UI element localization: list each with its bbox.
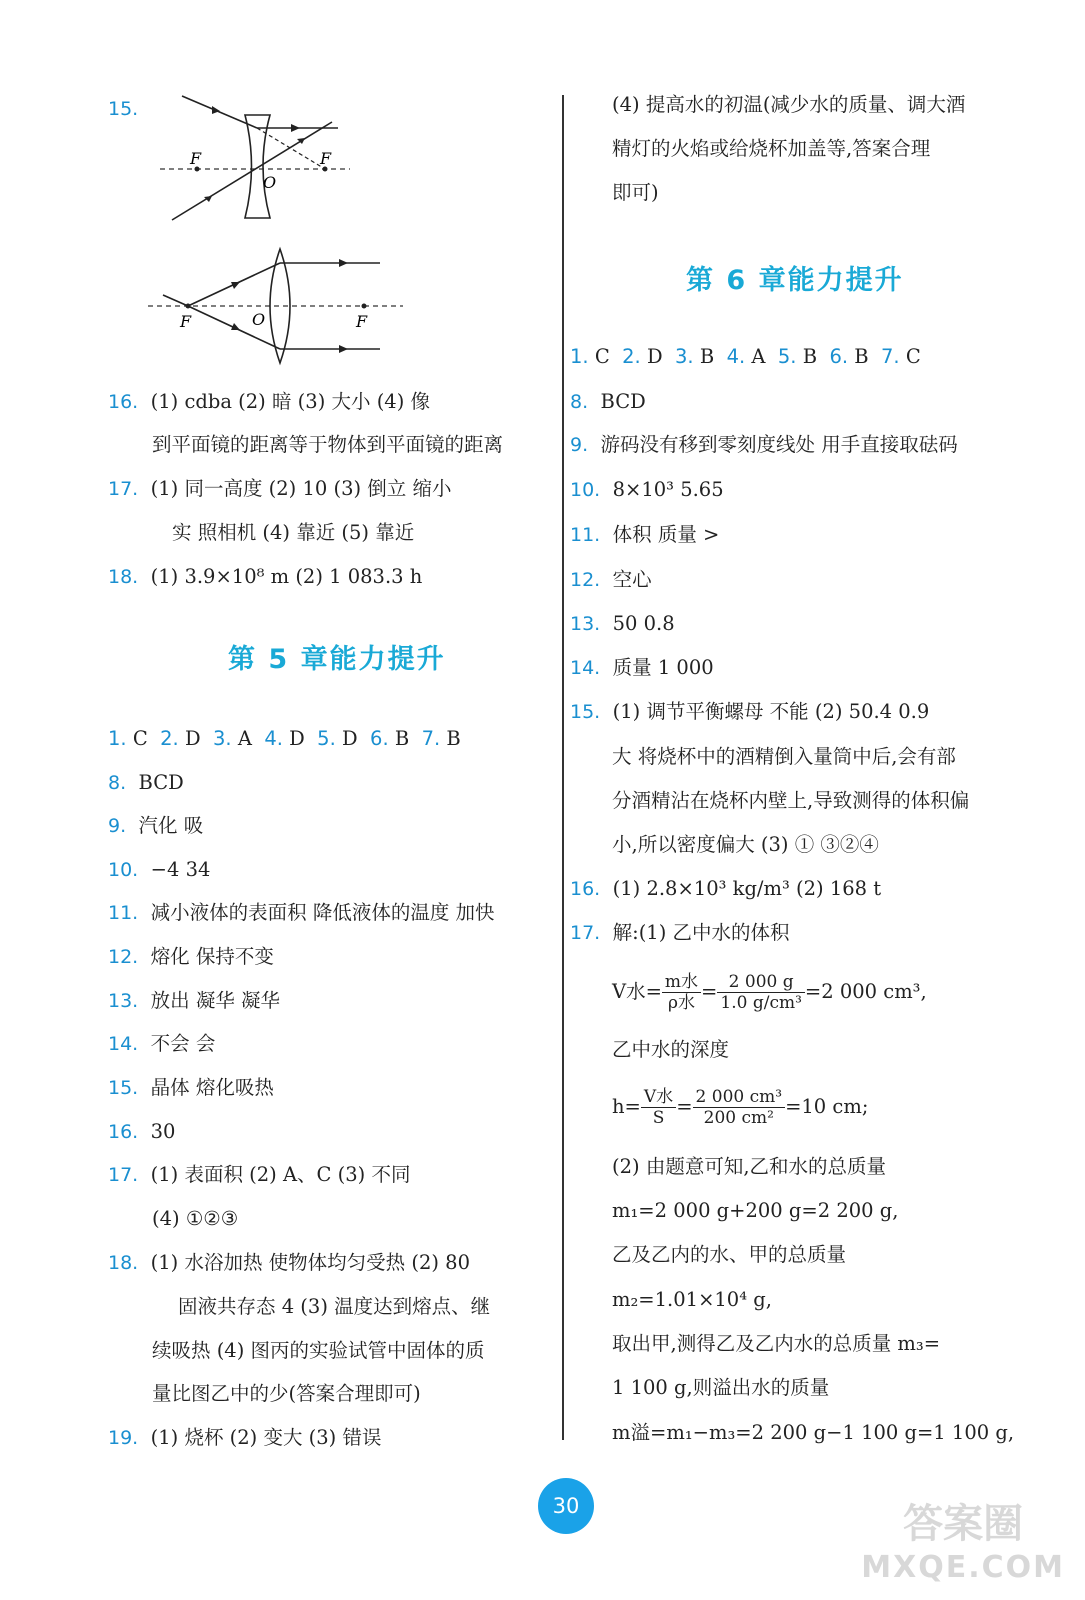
answer-item: 13. 50 0.8 [570, 612, 675, 635]
question-17-cont: 实 照相机 (4) 靠近 (5) 靠近 [172, 521, 415, 544]
question-15: 15. (1) 调节平衡螺母 不能 (2) 50.4 0.9 [570, 700, 930, 723]
optical-center-label: O [263, 173, 277, 192]
answer-item: 12. 空心 [570, 568, 652, 591]
convex-lens-diagram [148, 245, 403, 370]
mc-answers-chapter-5: 1. C 2. D 3. A 4. D 5. D 6. B 7. B [108, 727, 461, 750]
question-17: 17. (1) 同一高度 (2) 10 (3) 倒立 缩小 [108, 477, 452, 500]
question-15-cont: 小,所以密度偏大 (3) ① ③②④ [612, 833, 879, 856]
answer-cont: (4) 提高水的初温(减少水的质量、调大酒 [612, 93, 966, 116]
answer-cont: m₂=1.01×10⁴ g, [612, 1288, 772, 1311]
question-15-cont: 分酒精沾在烧杯内壁上,导致测得的体积偏 [612, 789, 970, 812]
focal-point-right-label: F [320, 149, 332, 168]
answer-item: 14. 不会 会 [108, 1032, 216, 1055]
question-18b-cont: 固液共存态 4 (3) 温度达到熔点、继 [178, 1295, 491, 1318]
answer-item: 10. 8×10³ 5.65 [570, 478, 724, 501]
question-18b: 18. (1) 水浴加热 使物体均匀受热 (2) 80 [108, 1251, 470, 1274]
chapter-5-heading: 第 5 章能力提升 [228, 644, 446, 675]
answer-item: 8. BCD [570, 390, 646, 413]
answer-cont: 即可) [612, 181, 659, 204]
answer-cont: 乙及乙内的水、甲的总质量 [612, 1243, 847, 1266]
focal-point-left-label: F [190, 149, 202, 168]
focal-point-left-label: F [180, 312, 192, 331]
column-divider [562, 95, 564, 1440]
answer-cont: 取出甲,测得乙及乙内水的总质量 m₃= [612, 1332, 941, 1355]
answer-item-cont: (4) ①②③ [152, 1207, 239, 1230]
answer-item: 8. BCD [108, 771, 184, 794]
answer-item: 13. 放出 凝华 凝华 [108, 989, 281, 1012]
answer-cont: 乙中水的深度 [612, 1038, 730, 1061]
answer-item: 17. (1) 表面积 (2) A、C (3) 不同 [108, 1163, 411, 1186]
answer-cont: 1 100 g,则溢出水的质量 [612, 1376, 830, 1399]
answer-item: 11. 减小液体的表面积 降低液体的温度 加快 [108, 901, 495, 924]
answer-item: 12. 熔化 保持不变 [108, 945, 274, 968]
concave-lens-diagram [160, 88, 350, 228]
question-16: 16. (1) cdba (2) 暗 (3) 大小 (4) 像 [108, 390, 431, 413]
question-16: 16. (1) 2.8×10³ kg/m³ (2) 168 t [570, 877, 882, 900]
question-18b-cont: 量比图乙中的少(答案合理即可) [152, 1382, 421, 1405]
depth-equation: h= $\frac{\text{V水}}{S}$ = $\frac{\text{2 000 cm³}}{\text{200 cm²}}$ =10 cm; [612, 1087, 869, 1128]
answer-item: 15. 晶体 熔化吸热 [108, 1076, 274, 1099]
answer-cont: (2) 由题意可知,乙和水的总质量 [612, 1155, 887, 1178]
answer-cont: m₁=2 000 g+200 g=2 200 g, [612, 1199, 899, 1222]
watermark-logo: 答案圈 MXQE.COM [861, 1501, 1065, 1585]
optical-center-label: O [252, 310, 266, 329]
question-18b-cont: 续吸热 (4) 图丙的实验试管中固体的质 [152, 1339, 485, 1362]
answer-item: 9. 游码没有移到零刻度线处 用手直接取砝码 [570, 433, 958, 456]
answer-item: 14. 质量 1 000 [570, 656, 714, 679]
question-15-cont: 大 将烧杯中的酒精倒入量筒中后,会有部 [612, 745, 956, 768]
page-number: 30 [538, 1478, 594, 1534]
question-17: 17. 解:(1) 乙中水的体积 [570, 921, 790, 944]
answer-item: 9. 汽化 吸 [108, 814, 204, 837]
chapter-6-heading: 第 6 章能力提升 [686, 265, 904, 296]
answer-cont: m溢=m₁−m₃=2 200 g−1 100 g=1 100 g, [612, 1421, 1015, 1444]
answer-item: 11. 体积 质量 > [570, 523, 720, 546]
focal-point-right-label: F [356, 312, 368, 331]
question-15-label: 15. [108, 98, 139, 120]
answer-cont: 精灯的火焰或给烧杯加盖等,答案合理 [612, 137, 931, 160]
answer-item: 10. −4 34 [108, 858, 211, 881]
mc-answers-chapter-6: 1. C 2. D 3. B 4. A 5. B 6. B 7. C [570, 345, 921, 368]
answer-item: 16. 30 [108, 1120, 176, 1143]
question-18: 18. (1) 3.9×10⁸ m (2) 1 083.3 h [108, 565, 423, 588]
volume-equation: V水= $\frac{\text{m水}}{\text{ρ水}}$ = $\frac{2 000 g}{\text{1.0 g/cm³}}$ =2 000 cm³, [612, 972, 927, 1013]
question-19: 19. (1) 烧杯 (2) 变大 (3) 错误 [108, 1426, 382, 1449]
question-16-cont: 到平面镜的距离等于物体到平面镜的距离 [152, 433, 504, 456]
